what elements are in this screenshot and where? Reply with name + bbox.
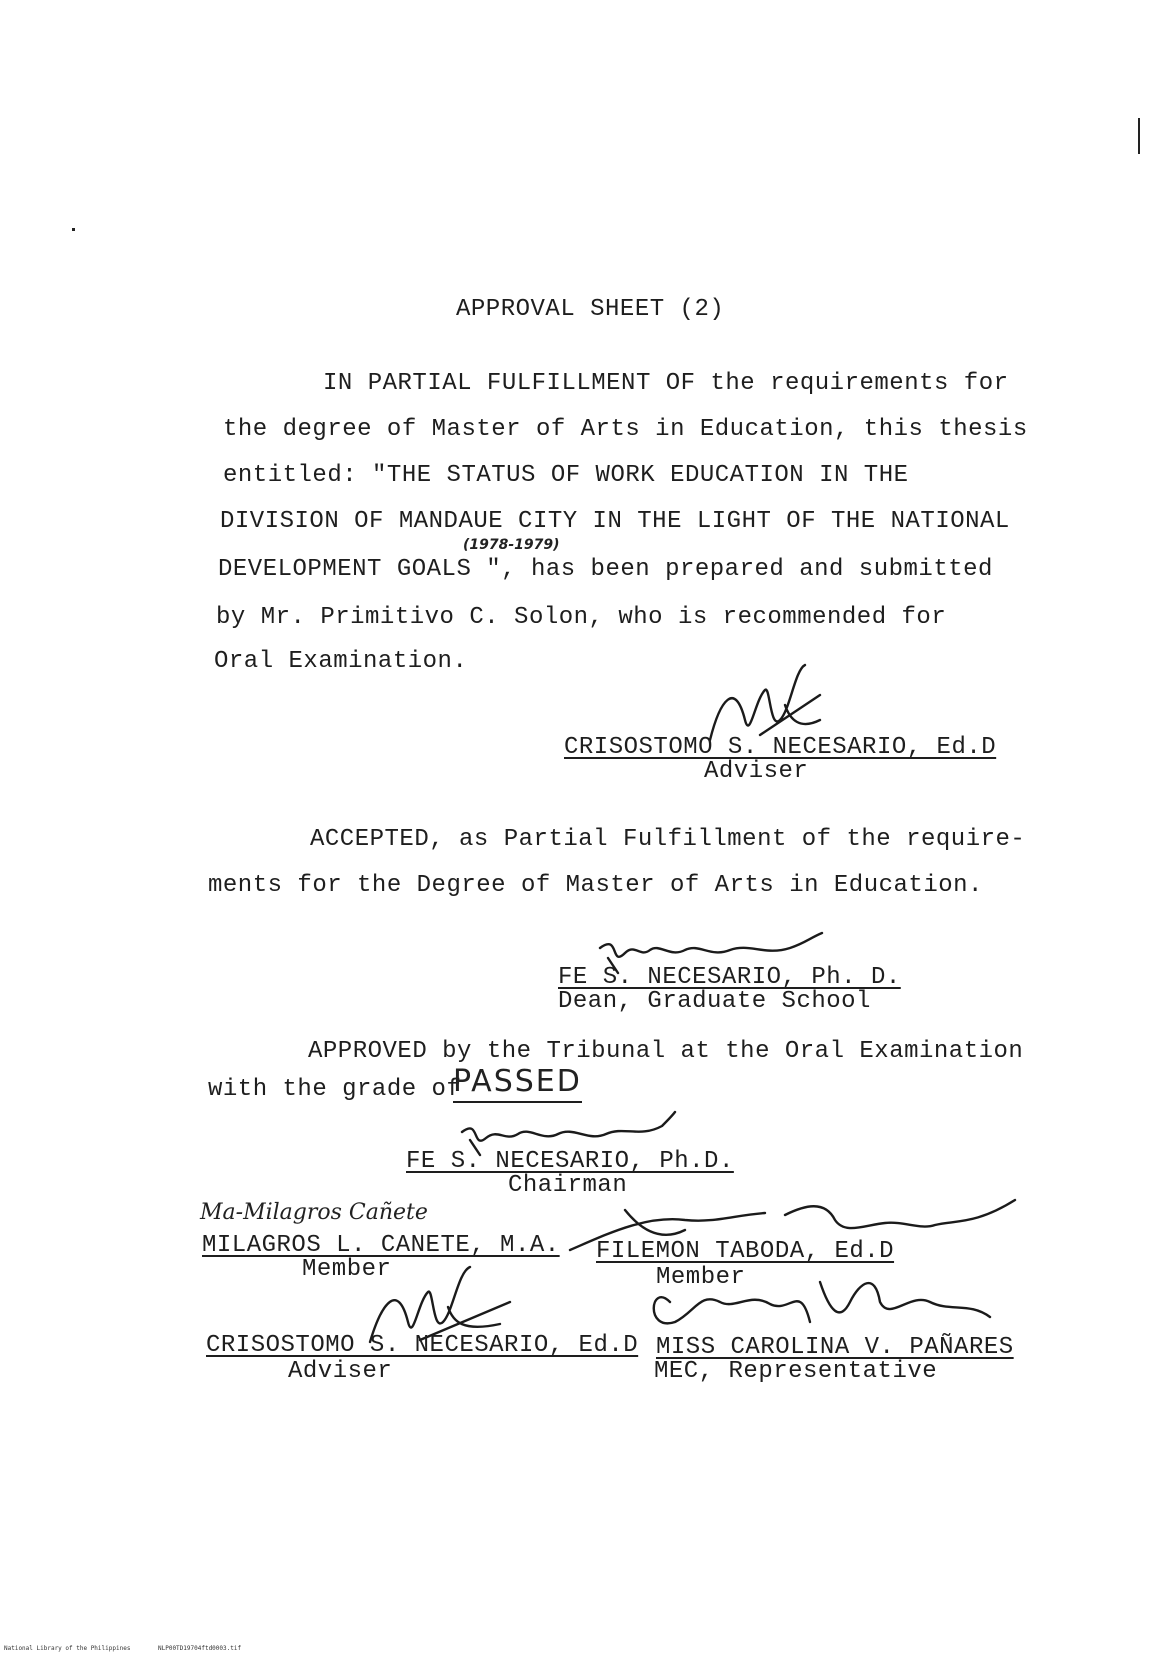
body-line-4: DIVISION OF MANDAUE CITY IN THE LIGHT OF THE NATIONAL — [220, 508, 1010, 535]
adviser2-title: Adviser — [288, 1358, 393, 1385]
representative-signature — [640, 1262, 1000, 1342]
approved-line-2: with the grade of — [208, 1076, 462, 1103]
adviser-title: Adviser — [704, 758, 809, 785]
inserted-years: (1978-1979) — [463, 537, 560, 553]
body-line-6: by Mr. Primitivo C. Solon, who is recommended for — [216, 604, 947, 631]
member2-name: FILEMON TABODA, Ed.D — [596, 1238, 895, 1265]
document-heading: APPROVAL SHEET (2) — [456, 296, 725, 323]
footer-library: National Library of the Philippines — [4, 1645, 131, 1652]
chairman-name: FE S. NECESARIO, Ph.D. — [406, 1148, 734, 1175]
accepted-line-2: ments for the Degree of Master of Arts in Education. — [208, 872, 983, 899]
adviser2-name: CRISOSTOMO S. NECESARIO, Ed.D — [206, 1332, 639, 1359]
member1-name: MILAGROS L. CANETE, M.A. — [202, 1232, 560, 1259]
scan-dot — [72, 228, 75, 231]
member1-handwritten-name: Ma-Milagros Cañete — [200, 1200, 428, 1225]
adviser-name: CRISOSTOMO S. NECESARIO, Ed.D — [564, 734, 997, 761]
chairman-title: Chairman — [508, 1172, 628, 1199]
body-line-5: DEVELOPMENT GOALS ", has been prepared and submitted — [218, 556, 993, 583]
grade-value: PASSED — [453, 1064, 582, 1103]
scan-mark-right — [1138, 118, 1140, 154]
approved-line-1: APPROVED by the Tribunal at the Oral Examination — [308, 1038, 1024, 1065]
representative-name: MISS CAROLINA V. PAÑARES — [656, 1334, 1014, 1361]
member1-title: Member — [302, 1256, 392, 1283]
dean-title: Dean, Graduate School — [558, 988, 871, 1015]
body-line-2: the degree of Master of Arts in Education, this thesis — [223, 416, 1028, 443]
member2-title: Member — [656, 1264, 746, 1291]
accepted-line-1: ACCEPTED, as Partial Fulfillment of the require- — [310, 826, 1026, 853]
representative-title: MEC, Representative — [654, 1358, 938, 1385]
footer-file-id: NLP00TD19704ftd0003.tif — [158, 1645, 242, 1652]
body-line-1: IN PARTIAL FULFILLMENT OF the requirements for — [323, 370, 1009, 397]
body-line-3: entitled: "THE STATUS OF WORK EDUCATION IN THE — [223, 462, 909, 489]
dean-name: FE S. NECESARIO, Ph. D. — [558, 964, 901, 991]
body-line-7: Oral Examination. — [214, 648, 468, 675]
